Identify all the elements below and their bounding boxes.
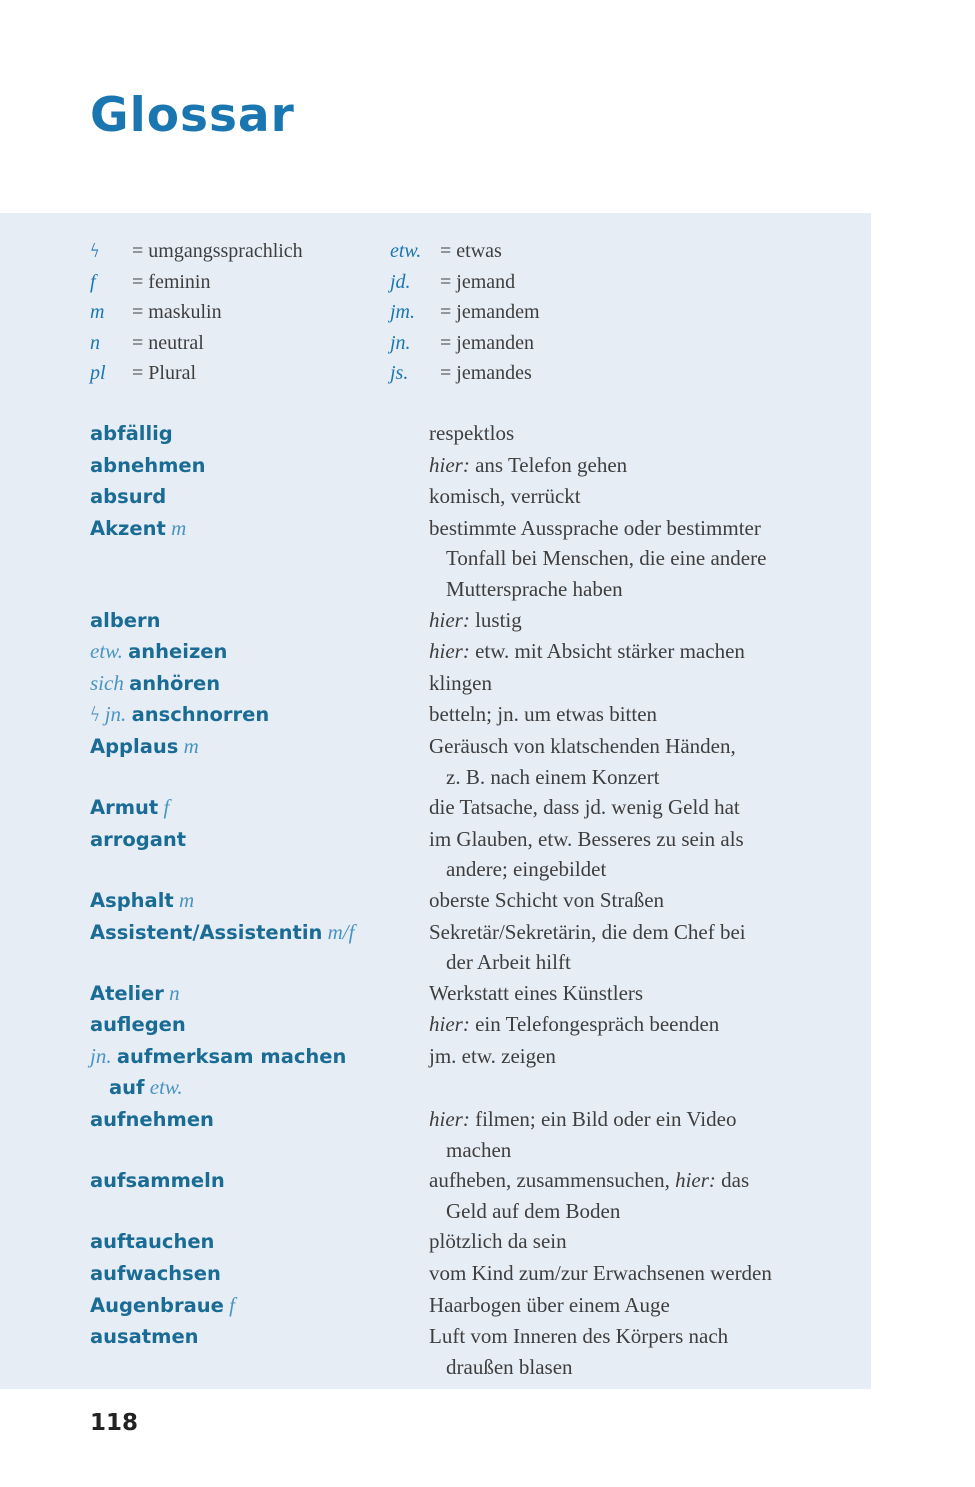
usage-note: hier:: [429, 452, 470, 477]
definition-text: etw. mit Absicht stärker machen: [469, 639, 745, 664]
definition-text: Haarbogen über einem Auge: [429, 1292, 670, 1317]
glossary-entry: [90, 731, 850, 792]
glossary-entry: [90, 1104, 850, 1165]
glossary-term: [90, 917, 429, 978]
definition-text: Geräusch von klatschenden Händen,: [429, 733, 736, 758]
definition-line: [429, 699, 850, 730]
glossary-entry: [90, 1041, 850, 1104]
headword: Akzent: [90, 516, 166, 540]
abbreviation-legend: [90, 236, 690, 389]
abbreviation-meaning: = umgangssprachlich: [132, 240, 303, 262]
abbreviation-meaning: = jemanden: [440, 331, 535, 354]
abbreviation-symbol: jd.: [390, 270, 411, 293]
glossary-term: [90, 1041, 429, 1104]
abbreviation-meaning: = jemandem: [440, 301, 540, 324]
definition-text: ein Telefongespräch beenden: [469, 1012, 720, 1037]
definition-text: machen: [446, 1137, 512, 1162]
page-number: 118: [90, 1410, 139, 1436]
abbreviation-meaning: = Plural: [132, 362, 197, 385]
abbreviation-symbol: js.: [390, 362, 409, 385]
definition-line: [429, 947, 850, 978]
glossary-term: [90, 1321, 429, 1382]
glossary-term: [90, 668, 429, 700]
usage-note: hier:: [429, 607, 470, 632]
definition-text: draußen blasen: [446, 1354, 573, 1379]
abbreviation-meaning: = etwas: [440, 240, 502, 262]
definition-text: aufheben, zusammensuchen,: [429, 1168, 676, 1193]
glossary-entry: [90, 978, 850, 1010]
definition-text: komisch, verrückt: [429, 484, 581, 509]
headword: Applaus: [90, 734, 179, 758]
definition-text: filmen; ein Bild oder ein Video: [469, 1107, 737, 1132]
grammar-label: etw.: [144, 1075, 183, 1100]
abbreviation-row: [90, 328, 690, 359]
glossary-term: [90, 605, 429, 637]
definition-text: ans Telefon gehen: [469, 452, 628, 477]
glossary-definition: [429, 605, 850, 637]
headword: ausatmen: [90, 1325, 199, 1349]
page-title: Glossar: [90, 88, 295, 143]
definition-text: z. B. nach einem Konzert: [446, 764, 660, 789]
definition-text: Geld auf dem Boden: [446, 1198, 621, 1223]
glossary-entry: [90, 917, 850, 978]
definition-line: [429, 636, 850, 667]
glossary-definition: [429, 731, 850, 792]
glossary-term: [90, 450, 429, 482]
headword: auf: [109, 1076, 145, 1100]
definition-text: oberste Schicht von Straßen: [429, 887, 665, 912]
usage-note: hier:: [429, 639, 470, 664]
definition-line: [429, 574, 850, 605]
definition-text: vom Kind zum/zur Erwachsenen werden: [429, 1261, 772, 1286]
definition-line: [429, 668, 850, 699]
abbreviation-symbol: pl: [90, 362, 106, 385]
glossary-definition: [429, 885, 850, 917]
definition-line: [429, 885, 850, 916]
glossary-definition: [429, 1009, 850, 1041]
definition-line: [429, 1321, 850, 1352]
definition-text: Tonfall bei Menschen, die eine andere: [446, 546, 767, 571]
glossary-entry: [90, 1165, 850, 1226]
abbreviation-meaning: = jemandes: [440, 362, 532, 385]
definition-line: [429, 1165, 850, 1196]
headword: arrogant: [90, 827, 187, 851]
abbreviation-symbol: m: [90, 301, 105, 324]
usage-note: hier:: [429, 1012, 470, 1037]
definition-line: [429, 1226, 850, 1257]
glossary-definition: [429, 824, 850, 885]
headword: auflegen: [90, 1013, 186, 1037]
glossary-list: [90, 418, 850, 1382]
definition-line: [429, 1290, 850, 1321]
glossary-definition: [429, 481, 850, 513]
headword: absurd: [90, 485, 167, 509]
glossary-entry: [90, 1226, 850, 1258]
term-prefix: ϟ jn.: [90, 702, 132, 727]
abbreviation-symbol: jm.: [390, 301, 415, 324]
abbreviation-symbol: n: [90, 331, 100, 354]
glossary-term: [90, 1226, 429, 1258]
glossary-definition: [429, 1321, 850, 1382]
glossary-entry: [90, 636, 850, 668]
definition-line: [429, 605, 850, 636]
abbreviation-row: [90, 236, 690, 267]
glossary-definition: [429, 636, 850, 668]
definition-line: [429, 1196, 850, 1227]
definition-text: respektlos: [429, 421, 515, 445]
glossary-term: [90, 978, 429, 1010]
glossary-term: [90, 418, 429, 450]
definition-line: [429, 513, 850, 544]
glossary-definition: [429, 699, 850, 731]
glossary-definition: [429, 1041, 850, 1104]
abbreviation-symbol: ϟ: [90, 240, 100, 262]
definition-text: Muttersprache haben: [446, 576, 623, 601]
glossary-definition: [429, 792, 850, 824]
grammar-label: f: [223, 1292, 235, 1317]
glossary-entry: [90, 1290, 850, 1322]
abbreviation-meaning: = neutral: [132, 331, 204, 354]
definition-line: [429, 824, 850, 855]
abbreviation-meaning: = maskulin: [132, 301, 222, 324]
glossary-entry: [90, 1321, 850, 1382]
glossary-definition: [429, 1165, 850, 1226]
definition-line: [429, 792, 850, 823]
glossary-term: [90, 1165, 429, 1226]
definition-line: [429, 1135, 850, 1166]
definition-line: [429, 978, 850, 1009]
glossary-term: [90, 481, 429, 513]
definition-line: [429, 450, 850, 481]
definition-line: [429, 854, 850, 885]
glossary-term: [90, 1258, 429, 1290]
grammar-label: m: [165, 515, 187, 540]
definition-text: betteln; jn. um etwas bitten: [429, 702, 658, 727]
definition-line: [429, 762, 850, 793]
headword: Assistent/Assistentin: [90, 920, 323, 944]
glossary-term: [90, 699, 429, 731]
glossary-definition: [429, 668, 850, 700]
definition-line: [429, 731, 850, 762]
glossary-entry: [90, 481, 850, 513]
glossary-entry: [90, 1009, 850, 1041]
glossary-term: [90, 513, 429, 605]
abbreviation-symbol: jn.: [390, 331, 411, 354]
usage-note: hier:: [675, 1168, 716, 1193]
definition-text: die Tatsache, dass jd. wenig Geld hat: [429, 795, 740, 820]
glossary-definition: [429, 917, 850, 978]
headword: aufwachsen: [90, 1262, 221, 1286]
headword: anhören: [129, 671, 221, 695]
definition-line: [429, 1009, 850, 1040]
glossary-term: [90, 1290, 429, 1322]
headword: aufnehmen: [90, 1108, 214, 1132]
abbreviation-symbol: etw.: [390, 240, 422, 262]
headword: albern: [90, 608, 161, 632]
headword: anheizen: [128, 640, 228, 664]
headword: Augenbraue: [90, 1293, 224, 1317]
glossary-definition: [429, 978, 850, 1010]
grammar-label: f: [158, 795, 170, 820]
headword: anschnorren: [131, 703, 270, 727]
definition-text: das: [715, 1168, 750, 1193]
glossary-definition: [429, 418, 850, 450]
definition-text: Werkstatt eines Künstlers: [429, 980, 644, 1005]
definition-text: bestimmte Aussprache oder bestimmter: [429, 515, 761, 540]
headword: Armut: [90, 796, 159, 820]
definition-text: Luft vom Inneren des Körpers nach: [429, 1324, 729, 1349]
abbreviation-symbol: f: [90, 270, 96, 293]
glossary-term: [90, 824, 429, 885]
headword: Asphalt: [90, 888, 174, 912]
headword: aufmerksam machen: [116, 1044, 347, 1068]
glossary-entry: [90, 792, 850, 824]
glossary-entry: [90, 885, 850, 917]
definition-line: [429, 1258, 850, 1289]
term-continuation: [90, 1072, 429, 1104]
glossary-definition: [429, 450, 850, 482]
definition-line: [429, 481, 850, 512]
definition-text: plötzlich da sein: [429, 1229, 567, 1254]
grammar-label: m: [173, 887, 195, 912]
glossary-entry: [90, 418, 850, 450]
glossary-entry: [90, 605, 850, 637]
headword: abnehmen: [90, 453, 206, 477]
definition-line: [429, 1041, 850, 1072]
grammar-label: m/f: [322, 919, 355, 944]
glossary-definition: [429, 1290, 850, 1322]
definition-text: jm. etw. zeigen: [429, 1043, 556, 1068]
glossary-term: [90, 731, 429, 792]
definition-text: der Arbeit hilft: [446, 950, 571, 975]
glossary-entry: [90, 824, 850, 885]
headword: auftauchen: [90, 1230, 215, 1254]
glossary-definition: [429, 1226, 850, 1258]
definition-line: [429, 917, 850, 948]
glossary-entry: [90, 668, 850, 700]
glossary-entry: [90, 450, 850, 482]
glossary-term: [90, 792, 429, 824]
grammar-label: n: [163, 980, 180, 1005]
glossary-definition: [429, 1104, 850, 1165]
definition-line: [429, 1104, 850, 1135]
definition-line: [429, 418, 850, 449]
abbreviation-meaning: = feminin: [132, 270, 211, 293]
glossary-term: [90, 1009, 429, 1041]
headword: Atelier: [90, 981, 164, 1005]
glossary-term: [90, 636, 429, 668]
glossary-definition: [429, 1258, 850, 1290]
headword: abfällig: [90, 422, 173, 445]
definition-text: Sekretär/Sekretärin, die dem Chef bei: [429, 919, 746, 944]
definition-text: im Glauben, etw. Besseres zu sein als: [429, 826, 744, 851]
headword: aufsammeln: [90, 1169, 225, 1193]
abbreviation-meaning: = jemand: [440, 270, 516, 293]
glossary-term: [90, 885, 429, 917]
glossary-entry: [90, 1258, 850, 1290]
usage-note: hier:: [429, 1107, 470, 1132]
glossary-term: [90, 1104, 429, 1165]
definition-line: [429, 1352, 850, 1383]
term-prefix: sich: [90, 670, 130, 695]
glossary-entry: [90, 699, 850, 731]
definition-text: andere; eingebildet: [446, 857, 607, 882]
term-prefix: etw.: [90, 639, 129, 664]
grammar-label: m: [178, 733, 199, 758]
abbreviation-row: [90, 358, 690, 389]
glossary-entry: [90, 513, 850, 605]
glossary-definition: [429, 513, 850, 605]
term-prefix: jn.: [90, 1043, 117, 1068]
definition-line: [429, 543, 850, 574]
definition-text: klingen: [429, 670, 492, 695]
definition-text: lustig: [469, 607, 522, 632]
abbreviation-row: [90, 267, 690, 298]
abbreviation-row: [90, 297, 690, 328]
